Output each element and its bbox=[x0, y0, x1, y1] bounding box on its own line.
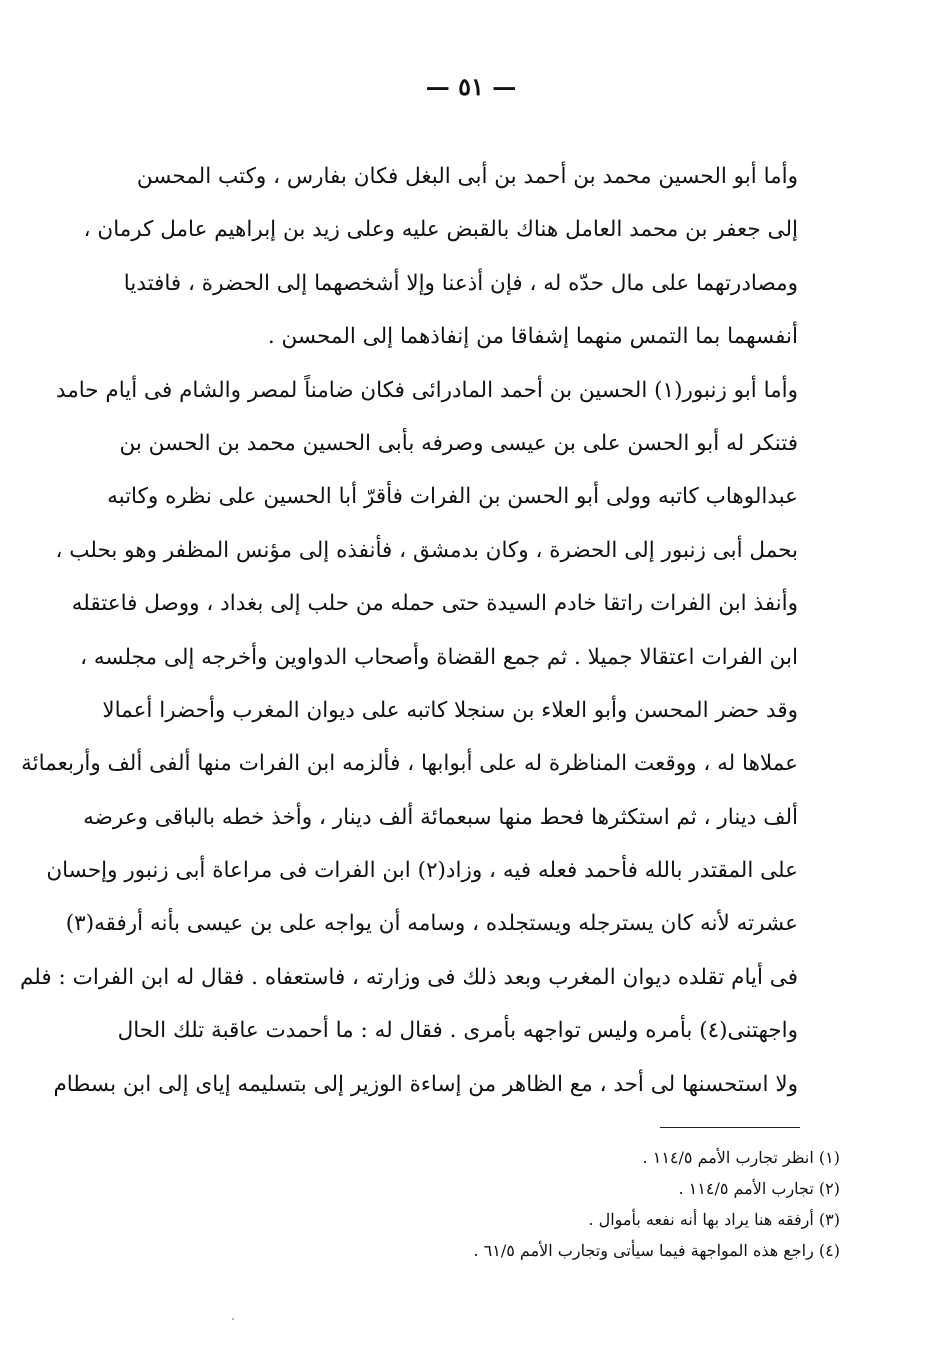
page-number: — ٥١ — bbox=[425, 72, 517, 101]
text-line: واجهتنى(٤) بأمره وليس تواجهه بأمرى . فقال له : ما أحمدت عاقبة تلك الحال bbox=[117, 1018, 798, 1044]
scan-speck bbox=[232, 1318, 234, 1320]
footnote: (٤) راجع هذه المواجهة فيما سيأتى وتجارب الأمم ٦١/٥ . bbox=[473, 1241, 840, 1260]
text-line: وقد حضر المحسن وأبو العلاء بن سنجلا كاتبه على ديوان المغرب وأحضرا أعمالا bbox=[102, 697, 798, 723]
text-line: وأما أبو زنبور(١) الحسين بن أحمد المادرائى فكان ضامناً لمصر والشام فى أيام حامد bbox=[55, 377, 798, 403]
footnote: (٣) أرفقه هنا يراد بها أنه نفعه بأموال . bbox=[588, 1210, 840, 1229]
text-line: ابن الفرات اعتقالا جميلا . ثم جمع القضاة وأصحاب الدواوين وأخرجه إلى مجلسه ، bbox=[80, 644, 798, 670]
body-text bbox=[20, 150, 798, 1111]
text-line: إلى جعفر بن محمد العامل هناك بالقبض عليه وعلى زيد بن إبراهيم عامل كرمان ، bbox=[83, 217, 798, 243]
text-line: ألف دينار ، ثم استكثرها فحط منها سبعمائة ألف دينار ، وأخذ خطه بالباقى وعرضه bbox=[83, 804, 798, 830]
footnotes bbox=[300, 1142, 840, 1266]
footnote: (٢) تجارب الأمم ١١٤/٥ . bbox=[678, 1179, 840, 1198]
text-line: وأما أبو الحسين محمد بن أحمد بن أبى البغل فكان بفارس ، وكتب المحسن bbox=[136, 164, 798, 189]
text-line: فى أيام تقلده ديوان المغرب وبعد ذلك فى وزارته ، فاستعفاه . فقال له ابن الفرات : فلم bbox=[20, 964, 798, 990]
text-line: وأنفذ ابن الفرات راتقا خادم السيدة حتى حمله من حلب إلى بغداد ، ووصل فاعتقله bbox=[71, 591, 798, 617]
text-line: عملاها له ، ووقعت المناظرة له على أبوابها ، فألزمه ابن الفرات منها ألفى ألف وأربعمائة bbox=[21, 751, 798, 777]
text-line: ومصادرتهما على مال حدّه له ، فإن أذعنا وإلا أشخصهما إلى الحضرة ، فافتديا bbox=[123, 270, 798, 296]
text-line: ولا استحسنها لى أحد ، مع الظاهر من إساءة الوزير إلى بتسليمه إياى إلى ابن بسطام bbox=[53, 1071, 798, 1097]
text-line: عبدالوهاب كاتبه وولى أبو الحسن بن الفرات فأقرّ أبا الحسين على نظره وكاتبه bbox=[107, 484, 798, 510]
text-line: على المقتدر بالله فأحمد فعله فيه ، وزاد(٢) ابن الفرات فى مراعاة أبى زنبور وإحسان bbox=[46, 858, 798, 884]
text-line: أنفسهما بما التمس منهما إشفاقا من إنفاذهما إلى المحسن . bbox=[267, 324, 798, 350]
text-line: فتنكر له أبو الحسن على بن عيسى وصرفه بأبى الحسين محمد بن الحسن بن bbox=[119, 430, 798, 456]
footnote: (١) انظر تجارب الأمم ١١٤/٥ . bbox=[642, 1148, 840, 1167]
text-line: عشرته لأنه كان يسترجله ويستجلده ، وسامه أن يواجه على بن عيسى بأنه أرفقه(٣) bbox=[65, 911, 798, 937]
text-line: بحمل أبى زنبور إلى الحضرة ، وكان بدمشق ، فأنفذه إلى مؤنس المظفر وهو بحلب ، bbox=[55, 537, 798, 563]
footnote-separator bbox=[660, 1127, 800, 1128]
